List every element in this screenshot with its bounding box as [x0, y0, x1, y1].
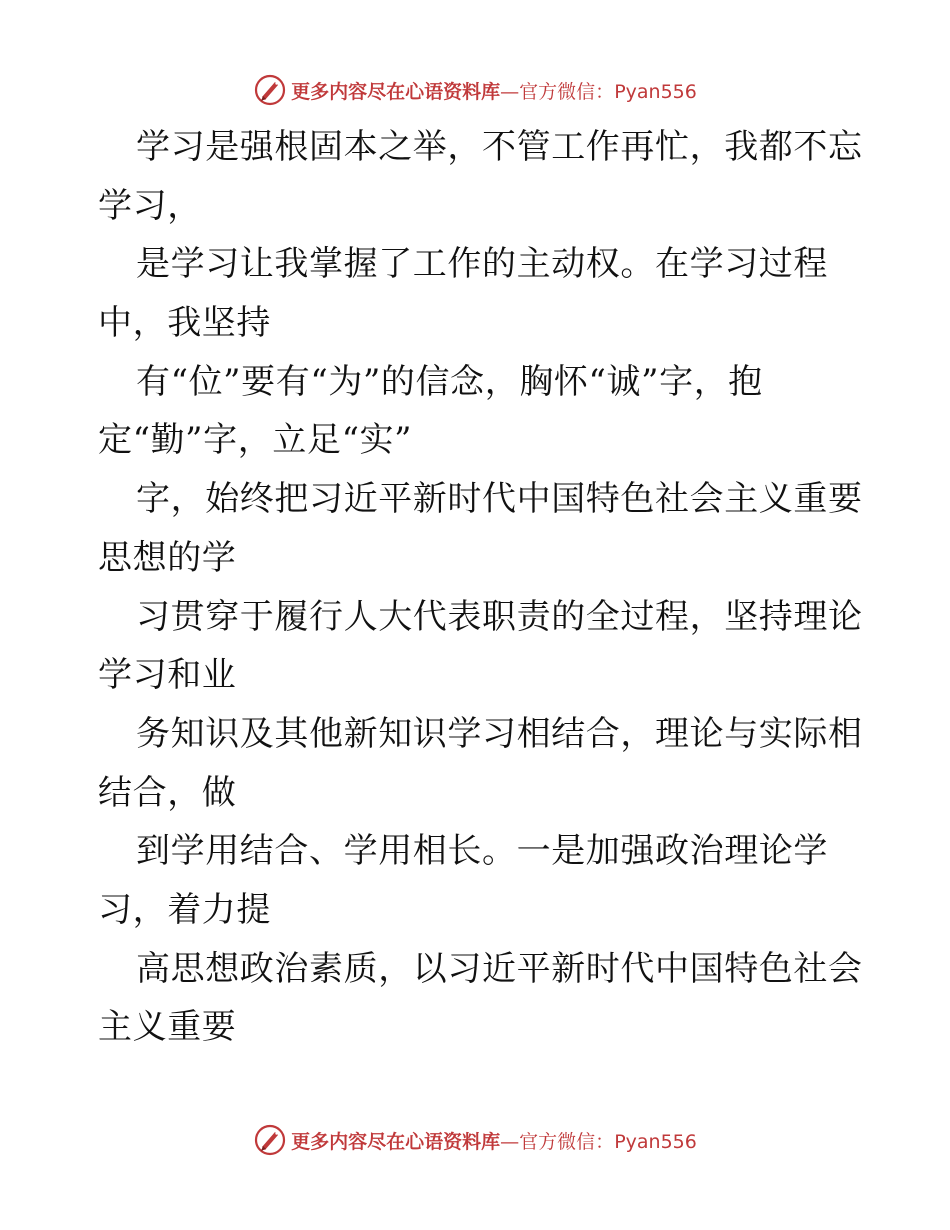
footer-banner	[0, 1120, 950, 1160]
banner-official-label: 官方微信：	[519, 1130, 615, 1153]
text-line: 到学用结合、学用相长。一是加强政治理论学	[136, 831, 828, 872]
banner-wechat-id: Pyan556	[614, 80, 697, 103]
banner-text	[291, 77, 697, 104]
document-body	[98, 118, 863, 1057]
banner-dash: —	[500, 1130, 520, 1153]
text-line: 习，着力提	[98, 889, 271, 930]
banner-wechat-id: Pyan556	[614, 1130, 697, 1153]
banner-brand: 更多内容尽在心语资料库	[291, 80, 501, 103]
text-line: 学习是强根固本之举，不管工作再忙，我都不忘	[136, 127, 863, 167]
text-line: 字，始终把习近平新时代中国特色社会主义重要	[136, 479, 863, 520]
text-line: 有“位”要有“为”的信念，胸怀“诚”字，抱	[136, 361, 763, 402]
text-line: 主义重要	[98, 1007, 237, 1048]
banner-text	[291, 1127, 697, 1154]
header-banner	[0, 70, 950, 110]
banner-official-label: 官方微信：	[519, 80, 615, 103]
pen-logo-icon	[253, 1123, 287, 1157]
text-line: 学习和业	[98, 655, 237, 696]
pen-logo-icon	[253, 73, 287, 107]
banner-dash: —	[500, 80, 520, 103]
text-line: 学习，	[98, 185, 202, 226]
text-line: 务知识及其他新知识学习相结合，理论与实际相	[136, 713, 863, 754]
text-line: 定“勤”字，立足“实”	[98, 420, 413, 461]
text-line: 思想的学	[98, 537, 237, 578]
banner-brand: 更多内容尽在心语资料库	[291, 1130, 501, 1153]
text-line: 中，我坚持	[98, 303, 271, 344]
text-line: 是学习让我掌握了工作的主动权。在学习过程	[136, 244, 828, 285]
text-line: 习贯穿于履行人大代表职责的全过程，坚持理论	[136, 596, 863, 637]
text-line: 结合，做	[98, 772, 237, 813]
text-line: 高思想政治素质，以习近平新时代中国特色社会	[136, 948, 863, 989]
